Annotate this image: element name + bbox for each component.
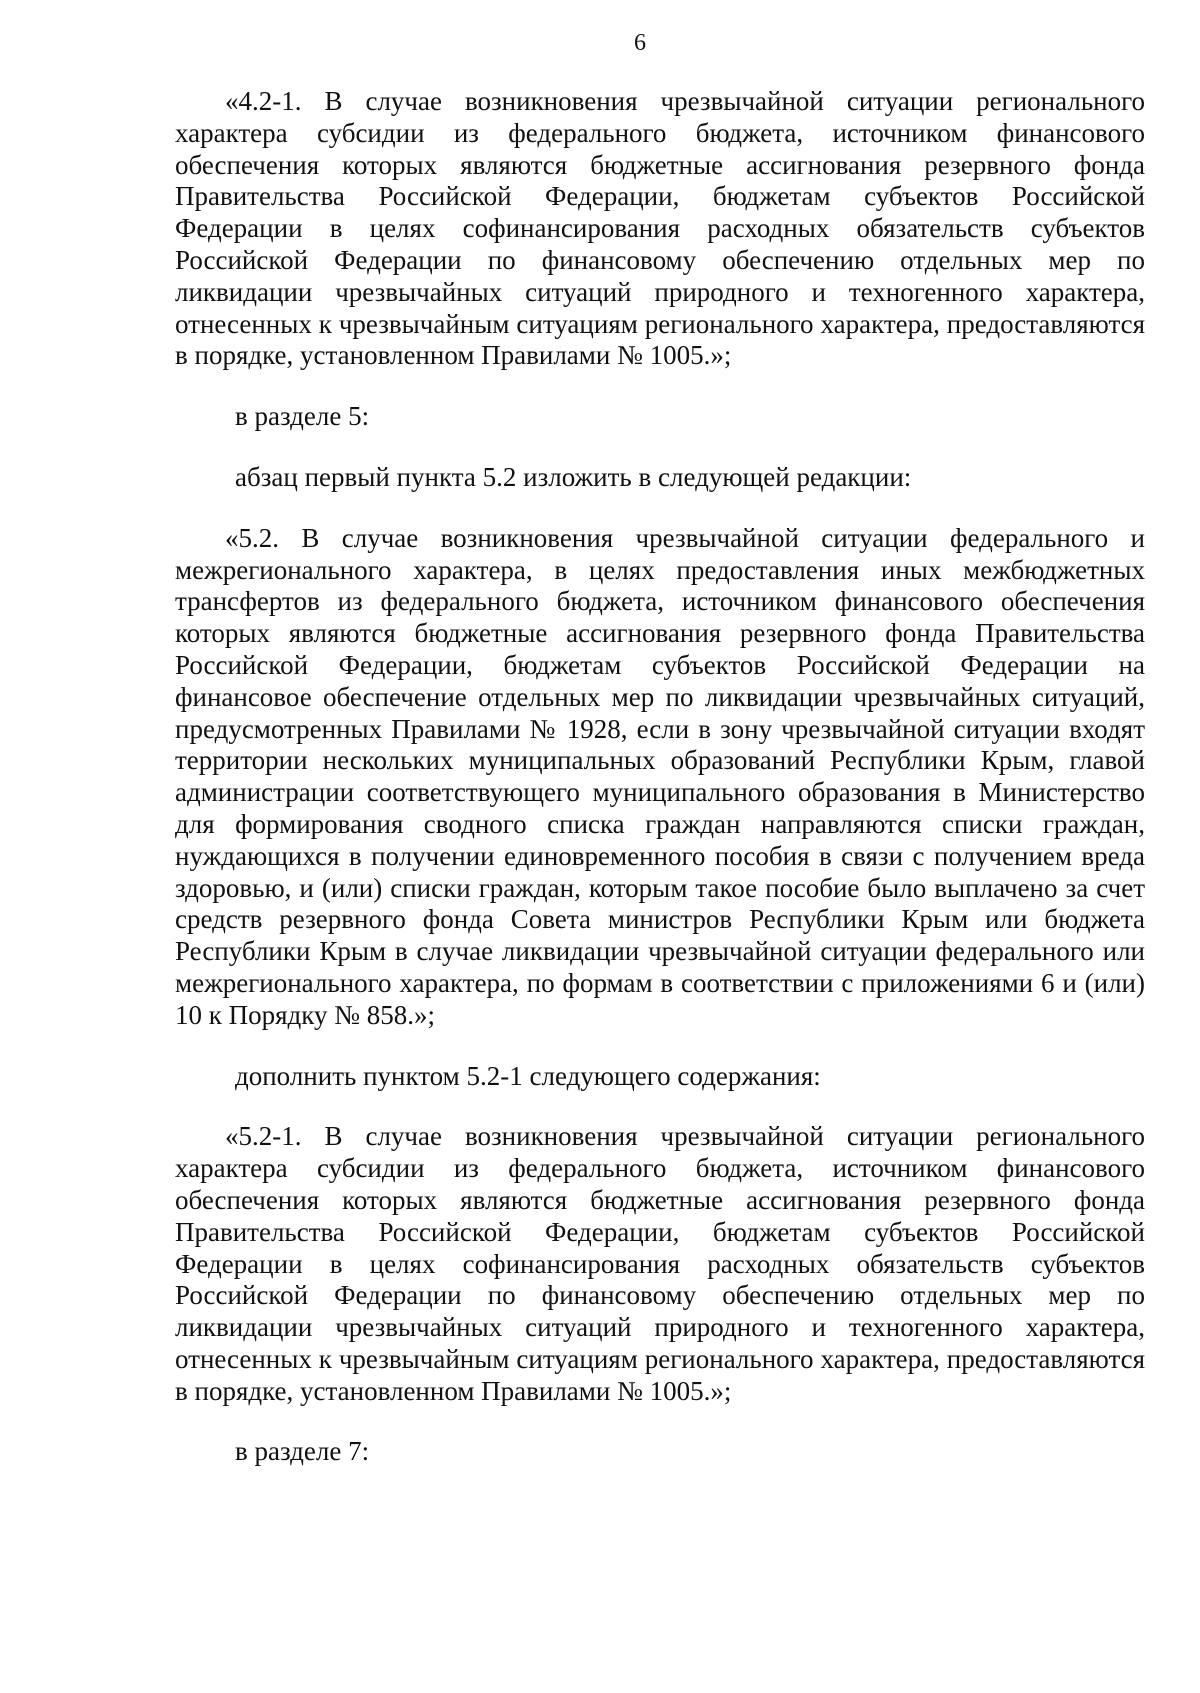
section-5-heading: в разделе 5: (235, 401, 370, 432)
instruction-5-2-1: дополнить пунктом 5.2-1 следующего содержания: (235, 1060, 821, 1091)
paragraph-4-2-1: «4.2-1. В случае возникновения чрезвычайной ситуации регионального характера субсидии из федерального бюджета, источником финансового обеспечения которых являются бюджетные ассигнования резервного фонда Правительства Российской Федерации, бюджетам субъектов Российской Федерации в целях софинансирования расходных обязательств субъектов Российской Федерации по финансовому обеспечению отдельных мер по ликвидации чрезвычайных ситуаций природного и техногенного характера, отнесенных к чрезвычайным ситуациям регионального характера, предоставляются в порядке, установленном Правилами № 1005.»; (175, 86, 1145, 371)
paragraph-5-2: «5.2. В случае возникновения чрезвычайной ситуации федерального и межрегионального характера, в целях предоставления иных межбюджетных трансфертов из федерального бюджета, источником финансового обеспечения которых являются бюджетные ассигнования резервного фонда Правительства Российской Федерации, бюджетам субъектов Российской Федерации на финансовое обеспечение отдельных мер по ликвидации чрезвычайных ситуаций, предусмотренных Правилами № 1928, если в зону чрезвычайной ситуации входят территории нескольких муниципальных образований Республики Крым, главой администрации соответствующего муниципального образования в Министерство для формирования сводного списка граждан направляются списки граждан, нуждающихся в получении единовременного пособия в связи с получением вреда здоровью, и (или) списки граждан, которым такое пособие было выплачено за счет средств резервного фонда Совета министров Республики Крым или бюджета Республики Крым в случае ликвидации чрезвычайной ситуации федерального или межрегионального характера, по формам в соответствии с приложениями 6 и (или) 10 к Порядку № 858.»; (175, 522, 1145, 1030)
page-number: 6 (634, 30, 646, 56)
paragraph-5-2-1: «5.2-1. В случае возникновения чрезвычайной ситуации регионального характера субсидии из федерального бюджета, источником финансового обеспечения которых являются бюджетные ассигнования резервного фонда Правительства Российской Федерации, бюджетам субъектов Российской Федерации в целях софинансирования расходных обязательств субъектов Российской Федерации по финансовому обеспечению отдельных мер по ликвидации чрезвычайных ситуаций природного и техногенного характера, отнесенных к чрезвычайным ситуациям регионального характера, предоставляются в порядке, установленном Правилами № 1005.»; (175, 1121, 1145, 1406)
section-7-heading: в разделе 7: (235, 1436, 370, 1467)
document-body (175, 86, 1145, 1468)
instruction-5-2: абзац первый пункта 5.2 изложить в следующей редакции: (235, 461, 912, 492)
